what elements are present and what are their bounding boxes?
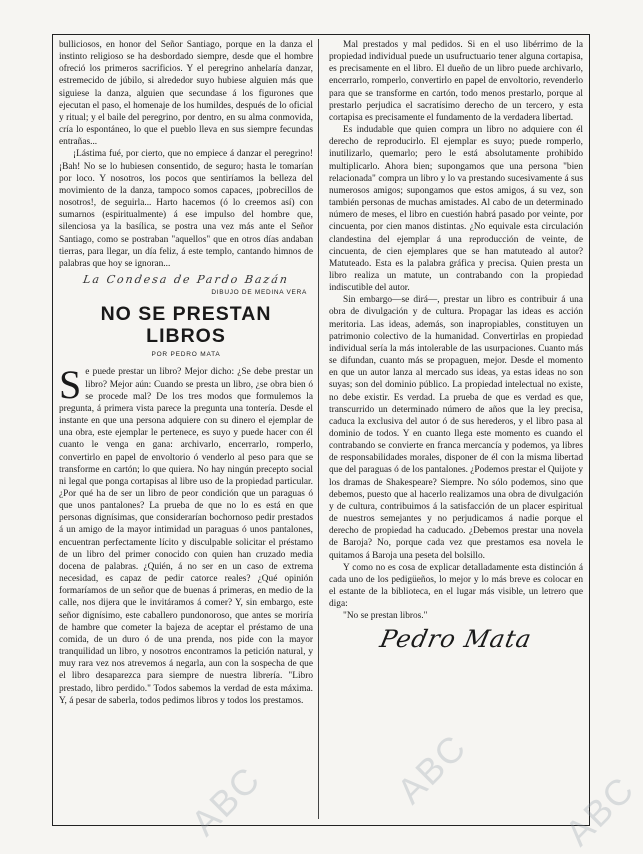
article-title: NO SE PRESTAN LIBROS bbox=[100, 303, 272, 348]
left-column bbox=[59, 39, 313, 707]
newspaper-page bbox=[52, 34, 590, 826]
article-paragraph-3: Es indudable que quien compra un libro no adquiere con él derecho de reproducirlo. El ejemplar es suyo; puede romperlo, inutilizarlo, quemarlo; pero le está absolutamente prohibido multiplicarlo. Ahora bien; supongamos que una persona "bien relacionada" compra un libro y lo va prestando sucesivamente á sus numerosos amigos; supongamos que estos amigos, á su vez, son también personas de muchas amistades. Al cabo de un determinado número de meses, el libro en cuestión habrá pasado por veinte, por cincuenta, por cien manos distintas. ¿No equivale esta circulación clandestina del ejemplar á una reproducción de veinte, de cincuenta, de cien ejemplares que se han matuteado al autor? Matuteado. Esta es la palabra gráfica y precisa. Quien presta un libro realiza un matute, un contrabando con la propiedad indiscutible del autor. bbox=[329, 125, 583, 294]
abc-watermark-2: ABC bbox=[182, 757, 269, 844]
article-byline: POR PEDRO MATA bbox=[151, 351, 221, 359]
drop-cap: S bbox=[59, 362, 82, 408]
abc-watermark-3: ABC bbox=[556, 767, 643, 854]
column-divider bbox=[318, 39, 319, 819]
article-paragraph-1-text: e puede prestar un libro? Mejor dicho: ¿Se debe prestar un libro? Mejor aún: Cuando se presta un libro, ¿se obra bien ó se procede mal? De los tres modos que formulemos la pregunta, á primera vista parece la pregunta una tontería. Desde el instante en que una persona adquiere con su dinero el ejemplar de una obra, este ejemplar le pertenece, es suyo y puede hacer con él cuanto le venga en gana: archivarlo, encerrarlo, romperlo, convertirlo en papel de envoltorio ó venderlo al peso para que se transforme en cartón; lo que quiera. No hay ningún precepto social ni legal que ponga cortapisas al libre uso de la propiedad particular. ¿Por qué ha de ser un libro de peor condición que un paraguas ó que unos pantalones? La prueba de que no lo es está en que personas dignísimas, que considerarían bochornoso pedir prestados á un amigo de la mayor intimidad un paraguas ó unos pantalones, encuentran perfectamente lícito y disculpable solicitar el préstamo de un libro del primer conocido con quien han cruzado media docena de palabras. ¿Quién, á no ser en un caso de extrema necesidad, es capaz de pedir catorce reales? ¿Qué opinión formaríamos de un señor que de buenas á primeras, en medio de la calle, nos dijera que le invitáramos á comer? Y, sin embargo, este señor dignísimo, este caballero pundonoroso, que antes se moriría de hambre que cometer la bajeza de aceptar el préstamo de una comida, de un duro ó de una prenda, nos pide con la mayor tranquilidad un libro, y nosotros encontramos la petición natural, y muy rara vez nos atrevemos á negarla, aun con la sospecha de que el libro desaparezca para siempre de nuestra librería. "Libro prestado, libro perdido." Todos sabemos la verdad de esta máxima. Y, á pesar de saberla, todos pedimos libros y todos los prestamos. bbox=[59, 367, 313, 706]
drawing-credit: DIBUJO DE MEDINA VERA bbox=[211, 289, 307, 297]
article-paragraph-1 bbox=[59, 362, 313, 706]
closing-sign-text: "No se prestan libros." bbox=[343, 611, 428, 622]
author-signature: La Condesa de Pardo Bazán bbox=[82, 272, 290, 286]
poem-paragraph-1: bulliciosos, en honor del Señor Santiago, porque en la danza el instinto religioso se ha desbordado siempre, desde que el hombre ofreció los primeros sacrificios. Y el peregrino anhelaría danzar, estremecido de júbilo, si alrededor suyo hubiese alguien más que siguiese la danza, alguien que secundase á los figurones que ejecutan el paso, el homenaje de los humildes, después de lo oficial y ritual; y el baile del peregrino, por dentro, en su alma conmovida, cría lo espontáneo, lo que el pueblo lleva en sus siempre fecundas entrañas... bbox=[59, 40, 313, 148]
article-paragraph-4: Sin embargo—se dirá—, prestar un libro es contribuir á una obra de divulgación y de cultura. Propagar las ideas es acción meritoria. Las ideas, además, son inapropiables, constituyen un patrimonio colectivo de la humanidad. Convertirlas en propiedad individual sería la más intolerable de las usurpaciones. Cuanto más se difundan, cuanto más se propaguen, mejor. Desde el momento en que un autor lanza al mercado sus ideas, ya estas ideas no son suyas; son del dominio público. La propiedad intelectual no existe, no debe existir. Es verdad. La prueba de que es verdad es que, transcurrido un determinado número de años que la ley precisa, caduca la exclusiva del autor ó de sus herederos, y el libro pasa al dominio de todos. Y en cuanto llega este momento es cuando el contrabando se convierte en franca mercancía y podemos, ya libres de responsabilidades morales, disponer de él con la misma libertad que del paraguas ó de los pantalones. ¿Podemos prestar el Quijote y los dramas de Shakespeare? Siempre. No sólo podemos, sino que debemos, puesto que al hacerlo realizamos una obra de divulgación y de cultura, contribuimos á la satisfacción de un placer espiritual de nuestros semejantes y no perjudicamos á nadie porque el derecho de propiedad ha caducado. ¿Debemos prestar una novela de Baroja? No, porque cada vez que prestamos esa novela le quitamos á Baroja una peseta del bolsillo. bbox=[329, 295, 583, 561]
poem-paragraph-2: ¡Lástima fué, por cierto, que no empiece á danzar el peregrino! ¡Bah! No se lo hubiesen consentido, de seguro; hasta le tomarían por loco. Y nosotros, los pocos que sentiríamos la belleza del movimiento de la danza, tampoco somos capaces, ¡pobrecillos de nosotros!, de seguirla... Harto hacemos (ó lo creemos así) con sumarnos (espiritualmente) á ese impulso del hombre que, silenciosa ya la basílica, se postra una vez más ante el Señor Santiago, como se postraban "aquellos" que en otros días andaban tierras, para llegar, un día feliz, á este templo, cantando himnos de palabras que hoy se ignoran... bbox=[59, 149, 313, 269]
author-signature-pedro-mata: Pedro Mata bbox=[377, 624, 535, 653]
abc-watermark: ABC bbox=[388, 725, 475, 812]
article-paragraph-2: Mal prestados y mal pedidos. Si en el uso libérrimo de la propiedad individual puede un usufructuario tener alguna cortapisa, es precisamente en el libro. El dueño de un libro puede archivarlo, encerrarlo, romperlo, convertirlo en papel de envoltorio, revenderlo para que se transforme en cartón, todo menos prestarlo, porque al prestarlo perjudica el sacratísimo derecho de un tercero, y esta cortapisa es precisamente el fundamento de la verdadera libertad. bbox=[329, 40, 583, 123]
right-column bbox=[329, 39, 583, 653]
article-paragraph-5: Y como no es cosa de explicar detalladamente esta distinción á cada uno de los pedigüeños, lo mejor y lo más breve es colocar en el estante de la biblioteca, en el lugar más visible, un letrero que diga: bbox=[329, 562, 583, 610]
